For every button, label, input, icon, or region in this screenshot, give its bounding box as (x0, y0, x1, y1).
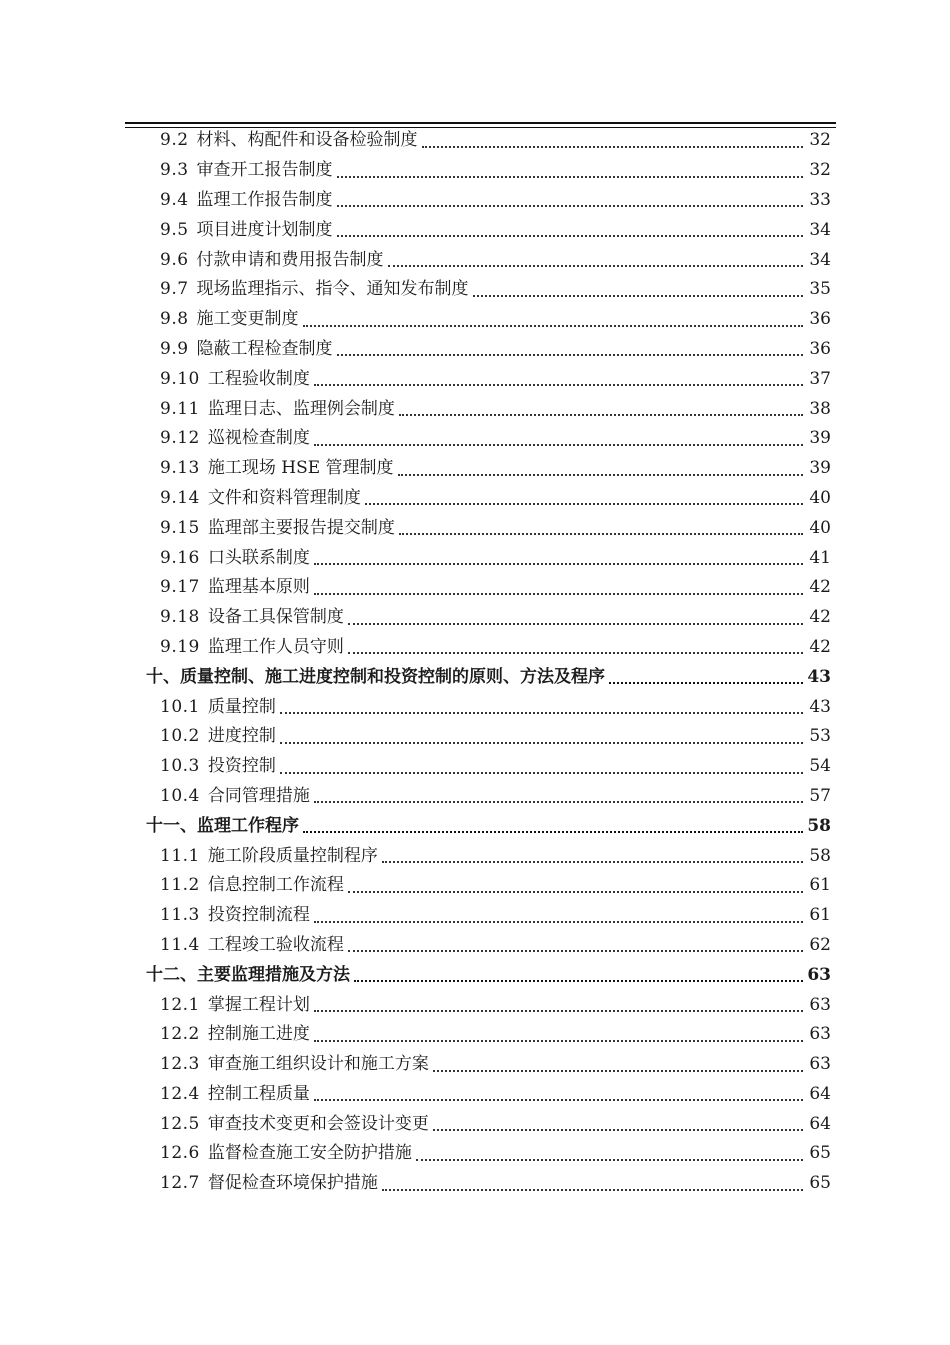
toc-dot-leader (280, 772, 803, 774)
toc-section-entry[interactable] (0, 1020, 950, 1050)
toc-dot-leader (399, 414, 803, 416)
toc-entry-page-number: 40 (809, 487, 831, 508)
toc-entry-number: 9.4 (160, 189, 189, 210)
toc-section-entry[interactable] (0, 305, 950, 335)
toc-entry-title: 施工变更制度 (196, 309, 299, 330)
table-of-contents (0, 126, 950, 1199)
toc-section-entry[interactable] (0, 722, 950, 752)
toc-entry-page-number: 58 (809, 845, 831, 866)
toc-section-entry[interactable] (0, 1169, 950, 1199)
toc-dot-leader (280, 742, 803, 744)
toc-entry-page-number: 53 (809, 726, 831, 747)
toc-entry-page-number: 65 (809, 1143, 831, 1164)
toc-entry-page-number: 32 (809, 130, 831, 151)
toc-entry-title: 十二、主要监理措施及方法 (146, 964, 350, 985)
toc-dot-leader (348, 623, 803, 625)
toc-entry-title: 工程验收制度 (207, 368, 310, 389)
toc-entry-number: 9.9 (160, 338, 189, 359)
toc-section-entry[interactable] (0, 1080, 950, 1110)
toc-entry-number: 11.1 (160, 845, 200, 866)
toc-dot-leader (314, 801, 803, 803)
toc-entry-title: 施工阶段质量控制程序 (207, 845, 378, 866)
toc-entry-page-number: 39 (809, 428, 831, 449)
toc-section-entry[interactable] (0, 931, 950, 961)
toc-entry-title: 文件和资料管理制度 (207, 487, 361, 508)
toc-entry-number: 12.2 (160, 1024, 200, 1045)
toc-entry-title: 信息控制工作流程 (207, 875, 344, 896)
toc-entry-number: 9.17 (160, 577, 200, 598)
toc-entry-title: 材料、构配件和设备检验制度 (196, 130, 418, 151)
toc-entry-page-number: 54 (809, 756, 831, 777)
toc-entry-number: 11.2 (160, 875, 200, 896)
toc-section-entry[interactable] (0, 335, 950, 365)
toc-section-entry[interactable] (0, 543, 950, 573)
toc-entry-number: 10.3 (160, 756, 200, 777)
toc-entry-number: 9.12 (160, 428, 200, 449)
toc-entry-title: 付款申请和费用报告制度 (196, 249, 384, 270)
toc-section-entry[interactable] (0, 901, 950, 931)
toc-entry-title: 进度控制 (207, 726, 276, 747)
toc-section-entry[interactable] (0, 364, 950, 394)
toc-entry-title: 十一、监理工作程序 (146, 815, 299, 836)
toc-entry-page-number: 64 (809, 1113, 831, 1134)
toc-entry-number: 10.2 (160, 726, 200, 747)
toc-section-entry[interactable] (0, 394, 950, 424)
toc-entry-title: 督促检查环境保护措施 (207, 1173, 378, 1194)
toc-entry-number: 9.18 (160, 607, 200, 628)
toc-dot-leader (314, 384, 803, 386)
toc-entry-title: 口头联系制度 (207, 547, 310, 568)
toc-entry-title: 投资控制流程 (207, 905, 310, 926)
toc-entry-number: 9.16 (160, 547, 200, 568)
toc-entry-title: 监理工作人员守则 (207, 636, 344, 657)
toc-entry-title: 施工现场 HSE 管理制度 (207, 458, 394, 479)
toc-dot-leader (398, 474, 803, 476)
toc-entry-page-number: 41 (809, 547, 831, 568)
toc-dot-leader (337, 205, 803, 207)
toc-dot-leader (314, 1040, 803, 1042)
toc-section-entry[interactable] (0, 484, 950, 514)
toc-entry-title: 现场监理指示、指令、通知发布制度 (196, 279, 469, 300)
toc-entry-number: 11.4 (160, 934, 200, 955)
toc-entry-page-number: 65 (809, 1173, 831, 1194)
toc-dot-leader (388, 265, 803, 267)
toc-entry-page-number: 42 (809, 577, 831, 598)
toc-entry-number: 12.4 (160, 1083, 200, 1104)
toc-entry-number: 9.10 (160, 368, 200, 389)
toc-entry-title: 工程竣工验收流程 (207, 934, 344, 955)
toc-dot-leader (337, 176, 803, 178)
toc-entry-number: 9.11 (160, 398, 200, 419)
toc-entry-title: 控制工程质量 (207, 1083, 310, 1104)
toc-section-entry[interactable] (0, 871, 950, 901)
toc-dot-leader (348, 950, 803, 952)
toc-entry-page-number: 33 (809, 189, 831, 210)
toc-entry-number: 9.15 (160, 517, 200, 538)
toc-section-entry[interactable] (0, 275, 950, 305)
toc-entry-number: 9.13 (160, 458, 200, 479)
toc-entry-number: 12.1 (160, 994, 200, 1015)
toc-entry-title: 十、质量控制、施工进度控制和投资控制的原则、方法及程序 (146, 666, 605, 687)
toc-dot-leader (348, 652, 803, 654)
toc-dot-leader (433, 1070, 803, 1072)
toc-entry-title: 隐蔽工程检查制度 (196, 338, 333, 359)
toc-dot-leader (382, 861, 803, 863)
toc-entry-number: 12.6 (160, 1143, 200, 1164)
toc-section-entry[interactable] (0, 215, 950, 245)
toc-section-entry[interactable] (0, 841, 950, 871)
toc-entry-title: 质量控制 (207, 696, 276, 717)
toc-entry-page-number: 61 (809, 875, 831, 896)
toc-entry-page-number: 57 (809, 785, 831, 806)
toc-entry-title: 巡视检查制度 (207, 428, 310, 449)
toc-entry-page-number: 36 (809, 338, 831, 359)
toc-section-entry[interactable] (0, 782, 950, 812)
toc-dot-leader (314, 563, 803, 565)
toc-entry-number: 9.3 (160, 160, 189, 181)
toc-entry-number: 9.6 (160, 249, 189, 270)
toc-dot-leader (314, 921, 803, 923)
toc-entry-title: 监理部主要报告提交制度 (207, 517, 395, 538)
toc-section-entry[interactable] (0, 454, 950, 484)
toc-entry-title: 审查施工组织设计和施工方案 (207, 1054, 429, 1075)
toc-dot-leader (337, 235, 803, 237)
toc-entry-page-number: 32 (809, 160, 831, 181)
toc-section-entry[interactable] (0, 245, 950, 275)
toc-entry-page-number: 34 (809, 219, 831, 240)
toc-entry-number: 9.14 (160, 487, 200, 508)
toc-entry-page-number: 63 (809, 1024, 831, 1045)
toc-entry-page-number: 58 (807, 815, 831, 836)
toc-entry-page-number: 43 (809, 696, 831, 717)
toc-entry-number: 12.3 (160, 1054, 200, 1075)
toc-entry-title: 控制施工进度 (207, 1024, 310, 1045)
toc-dot-leader (314, 444, 803, 446)
toc-section-entry[interactable] (0, 513, 950, 543)
toc-entry-page-number: 64 (809, 1083, 831, 1104)
toc-section-entry[interactable] (0, 186, 950, 216)
toc-entry-title: 掌握工程计划 (207, 994, 310, 1015)
toc-entry-number: 9.5 (160, 219, 189, 240)
toc-entry-page-number: 38 (809, 398, 831, 419)
toc-section-entry[interactable] (0, 752, 950, 782)
toc-entry-page-number: 36 (809, 309, 831, 330)
toc-entry-title: 合同管理措施 (207, 785, 310, 806)
toc-entry-number: 9.19 (160, 636, 200, 657)
toc-dot-leader (609, 682, 803, 684)
toc-dot-leader (354, 980, 803, 982)
toc-entry-page-number: 34 (809, 249, 831, 270)
toc-dot-leader (280, 712, 803, 714)
toc-section-entry[interactable] (0, 1109, 950, 1139)
header-rule (125, 122, 836, 124)
toc-entry-title: 审查技术变更和会签设计变更 (207, 1113, 429, 1134)
toc-section-entry[interactable] (0, 990, 950, 1020)
toc-entry-page-number: 42 (809, 607, 831, 628)
toc-entry-number: 10.1 (160, 696, 200, 717)
toc-entry-title: 监督检查施工安全防护措施 (207, 1143, 412, 1164)
toc-entry-page-number: 63 (809, 1054, 831, 1075)
toc-dot-leader (314, 593, 803, 595)
toc-dot-leader (365, 503, 803, 505)
toc-section-entry[interactable] (0, 424, 950, 454)
toc-entry-page-number: 61 (809, 905, 831, 926)
toc-entry-page-number: 62 (809, 934, 831, 955)
toc-entry-title: 投资控制 (207, 756, 276, 777)
toc-entry-page-number: 42 (809, 636, 831, 657)
toc-entry-title: 审查开工报告制度 (196, 160, 333, 181)
toc-dot-leader (422, 146, 803, 148)
toc-dot-leader (382, 1189, 803, 1191)
toc-dot-leader (314, 1099, 803, 1101)
toc-chapter-entry[interactable] (0, 811, 950, 841)
toc-entry-number: 12.5 (160, 1113, 200, 1134)
toc-dot-leader (314, 1010, 803, 1012)
toc-section-entry[interactable] (0, 156, 950, 186)
toc-entry-page-number: 37 (809, 368, 831, 389)
toc-section-entry[interactable] (0, 1050, 950, 1080)
toc-section-entry[interactable] (0, 1139, 950, 1169)
toc-dot-leader (303, 325, 803, 327)
toc-entry-number: 10.4 (160, 785, 200, 806)
toc-section-entry[interactable] (0, 633, 950, 663)
toc-entry-number: 11.3 (160, 905, 200, 926)
toc-entry-number: 9.7 (160, 279, 189, 300)
toc-dot-leader (433, 1129, 803, 1131)
toc-chapter-entry[interactable] (0, 960, 950, 990)
toc-chapter-entry[interactable] (0, 662, 950, 692)
toc-entry-title: 项目进度计划制度 (196, 219, 333, 240)
toc-section-entry[interactable] (0, 126, 950, 156)
toc-entry-page-number: 40 (809, 517, 831, 538)
toc-entry-page-number: 63 (809, 994, 831, 1015)
toc-entry-number: 9.8 (160, 309, 189, 330)
toc-entry-page-number: 43 (807, 666, 831, 687)
toc-entry-number: 9.2 (160, 130, 189, 151)
toc-section-entry[interactable] (0, 573, 950, 603)
toc-dot-leader (399, 533, 803, 535)
toc-dot-leader (348, 891, 803, 893)
toc-dot-leader (473, 295, 803, 297)
toc-entry-title: 设备工具保管制度 (207, 607, 344, 628)
toc-entry-page-number: 39 (809, 458, 831, 479)
toc-dot-leader (303, 831, 803, 833)
toc-entry-page-number: 63 (807, 964, 831, 985)
toc-section-entry[interactable] (0, 692, 950, 722)
toc-dot-leader (337, 354, 803, 356)
toc-dot-leader (416, 1159, 803, 1161)
toc-entry-title: 监理基本原则 (207, 577, 310, 598)
toc-entry-title: 监理工作报告制度 (196, 189, 333, 210)
toc-section-entry[interactable] (0, 603, 950, 633)
toc-entry-title: 监理日志、监理例会制度 (207, 398, 395, 419)
toc-entry-number: 12.7 (160, 1173, 200, 1194)
toc-entry-page-number: 35 (809, 279, 831, 300)
